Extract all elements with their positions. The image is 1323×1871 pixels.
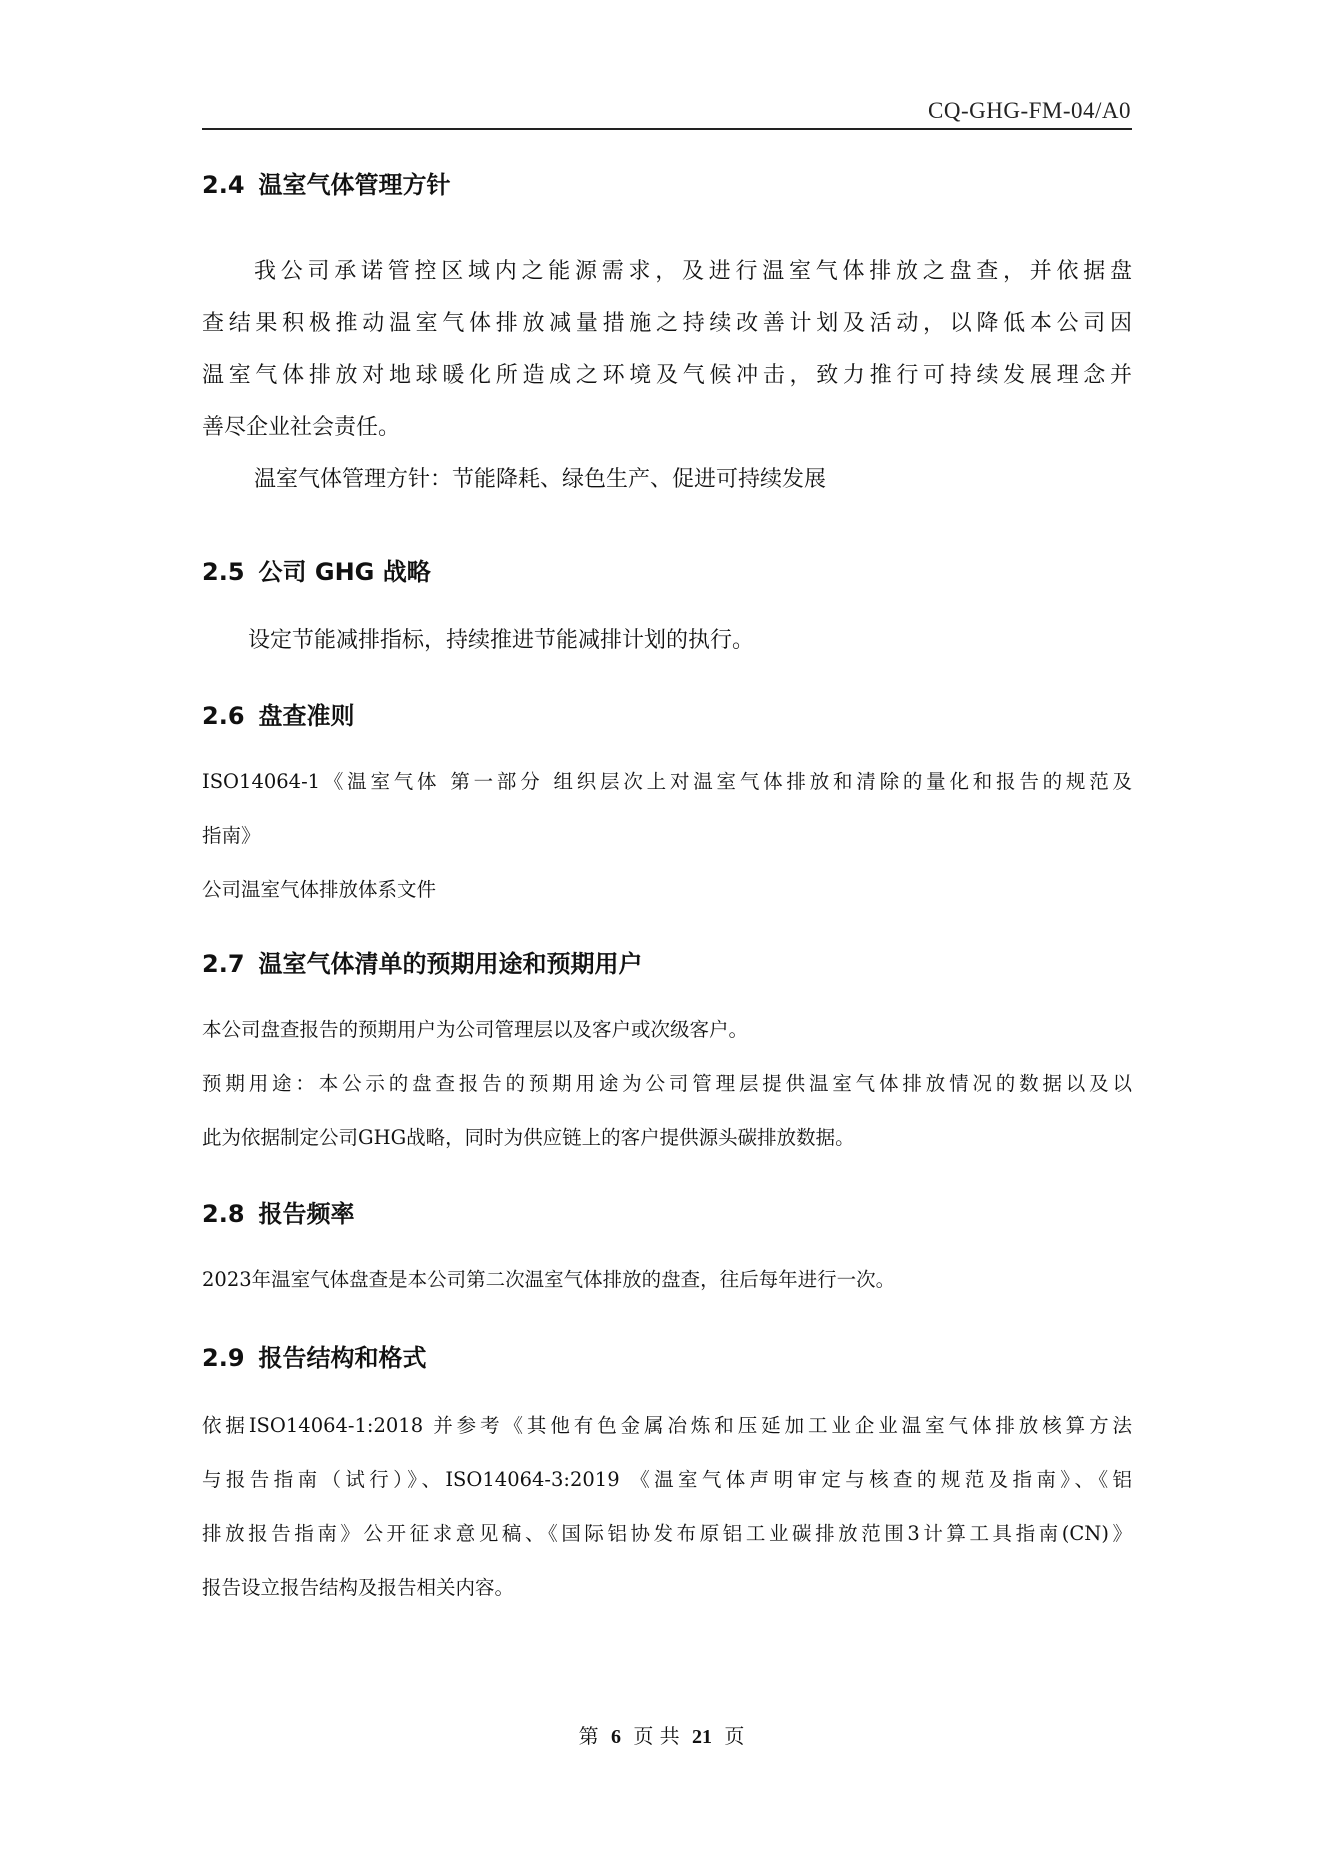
document-code: CQ-GHG-FM-04/A0 xyxy=(928,98,1131,123)
section-2-4 xyxy=(202,164,1132,492)
page-content xyxy=(202,164,1132,1615)
section-number: 2.6 xyxy=(202,702,245,730)
section-2-9 xyxy=(202,1337,1132,1615)
paragraph-line: 我公司承诺管控区域内之能源需求，及进行温室气体排放之盘查，并依据盘 xyxy=(254,259,1132,284)
section-number: 2.8 xyxy=(202,1200,245,1228)
section-title: 盘查准则 xyxy=(258,702,355,730)
section-2-8 xyxy=(202,1193,1132,1307)
paragraph-line: 温室气体排放对地球暖化所造成之环境及气候冲击，致力推行可持续发展理念并 xyxy=(202,363,1132,388)
paragraph-line: 查结果积极推动温室气体排放减量措施之持续改善计划及活动，以降低本公司因 xyxy=(202,311,1132,336)
section-heading xyxy=(202,695,1132,737)
section-2-7 xyxy=(202,943,1132,1165)
section-body xyxy=(202,755,1132,917)
section-heading xyxy=(202,943,1132,985)
section-number: 2.7 xyxy=(202,950,245,978)
section-2-6 xyxy=(202,695,1132,917)
paragraph-line: 本公司盘查报告的预期用户为公司管理层以及客户或次级客户。 xyxy=(202,1018,749,1041)
section-title: 报告频率 xyxy=(258,1200,355,1228)
paragraph-line: 善尽企业社会责任。 xyxy=(202,415,401,440)
footer-suffix: 页 xyxy=(724,1724,745,1748)
paragraph-line: 设定节能减排指标，持续推进节能减排计划的执行。 xyxy=(248,628,755,653)
section-heading xyxy=(202,551,1132,593)
section-body xyxy=(202,1253,1132,1307)
section-number: 2.4 xyxy=(202,171,245,199)
section-body xyxy=(202,1399,1132,1615)
paragraph-line: 指南》 xyxy=(202,824,261,847)
section-2-5 xyxy=(202,551,1132,667)
footer-prefix: 第 xyxy=(578,1724,599,1748)
policy-statement: 温室气体管理方针：节能降耗、绿色生产、促进可持续发展 xyxy=(254,467,827,492)
section-number: 2.5 xyxy=(202,558,245,586)
section-title: 报告结构和格式 xyxy=(258,1344,427,1372)
current-page-number: 6 xyxy=(610,1726,621,1748)
section-body xyxy=(202,615,1132,667)
paragraph-line: 预期用途：本公示的盘查报告的预期用途为公司管理层提供温室气体排放情况的数据以及以 xyxy=(202,1072,1132,1095)
section-title: 公司 GHG 战略 xyxy=(258,558,431,586)
section-body xyxy=(202,1003,1132,1165)
paragraph-line: ISO14064-1《温室气体 第一部分 组织层次上对温室气体排放和清除的量化和报告的规范及 xyxy=(202,770,1132,793)
section-title: 温室气体清单的预期用途和预期用户 xyxy=(258,950,643,978)
paragraph-line: 此为依据制定公司GHG战略，同时为供应链上的客户提供源头碳排放数据。 xyxy=(202,1126,855,1149)
section-title: 温室气体管理方针 xyxy=(258,171,451,199)
section-heading xyxy=(202,1337,1132,1379)
paragraph-line: 2023年温室气体盘查是本公司第二次温室气体排放的盘查，往后每年进行一次。 xyxy=(202,1268,896,1291)
paragraph-line: 排放报告指南》公开征求意见稿、《国际铝协发布原铝工业碳排放范围3计算工具指南(CN)》 xyxy=(202,1522,1132,1545)
section-number: 2.9 xyxy=(202,1344,245,1372)
paragraph-line: 报告设立报告结构及报告相关内容。 xyxy=(202,1576,515,1599)
footer-middle: 页 共 xyxy=(633,1724,680,1748)
paragraph-line: 依据ISO14064-1:2018 并参考《其他有色金属冶炼和压延加工业企业温室气体排放核算方法 xyxy=(202,1414,1132,1437)
paragraph-line: 与报告指南（试行）》、ISO14064-3:2019 《温室气体声明审定与核查的规范及指南》、《铝 xyxy=(202,1468,1132,1491)
header-divider xyxy=(202,128,1132,130)
page-footer xyxy=(0,1720,1323,1749)
section-heading xyxy=(202,164,1132,206)
section-heading xyxy=(202,1193,1132,1235)
section-body xyxy=(202,246,1132,506)
paragraph-line: 公司温室气体排放体系文件 xyxy=(202,878,437,901)
total-page-count: 21 xyxy=(692,1726,713,1748)
